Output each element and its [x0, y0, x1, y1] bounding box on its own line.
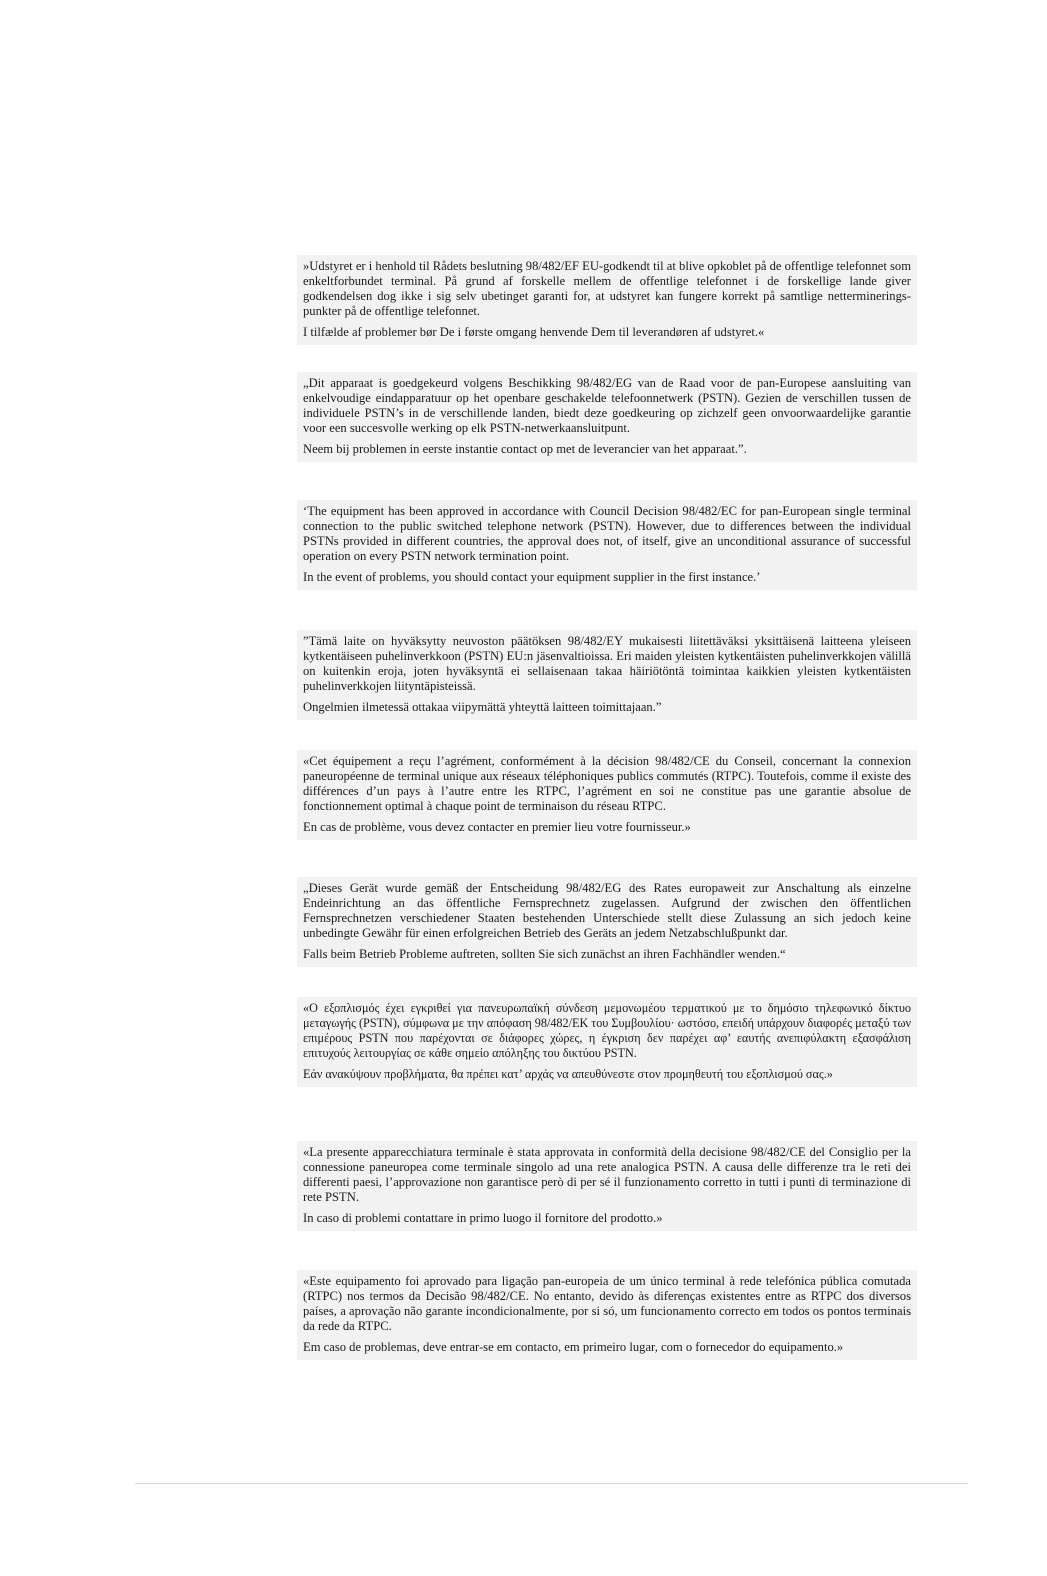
notice-contact: Εάν ανακύψουν προβλήματα, θα πρέπει κατ’ αρχάς να απευθύνεστε στον προμηθευτή του εξοπλισμού σας.» — [303, 1066, 833, 1081]
notice-english — [297, 500, 917, 590]
notice-finnish — [297, 630, 917, 720]
notice-italian — [297, 1141, 917, 1231]
notice-contact: Ongelmien ilmetessä ottakaa viipymättä yhteyttä laitteen toimittajaan.” — [303, 699, 662, 714]
notice-contact: En cas de problème, vous devez contacter en premier lieu votre fournisseur.» — [303, 819, 691, 834]
notice-statement: ”Tämä laite on hyväksytty neuvoston päätöksen 98/482/EY mukaisesti liitettäväksi yksittäisenä laitteena yleiseen kytkentäiseen puhelinverkkoon (PSTN) EU:n jäsenvaltioissa. Eri maiden yleisten kytkentäisten puhelinverkkojen välillä on kuitenkin eroja, joten hyväksyntä ei sellaisenaan takaa häiriötöntä toimintaa kaikkien yleisten kytkentäisten puhelinverkkojen liityntäpisteissä. — [303, 634, 911, 693]
notice-contact: I tilfælde af problemer bør De i første omgang henvende Dem til leverandøren af udstyret.« — [303, 324, 765, 339]
notice-statement: „Dieses Gerät wurde gemäß der Entscheidung 98/482/EG des Rates europaweit zur Anschaltung als einzelne Endeinrichtung an das öffentliche Fernsprechnetz zugelassen. Aufgrund der zwischen den öffentlichen Fernsprechnetzen verschiedener Staaten bestehenden Unterschiede stellt diese Zulassung an sich jedoch keine unbedingte Gewähr für einen erfolgreichen Betrieb des Geräts an jedem Netzabschlußpunkt dar. — [303, 881, 911, 940]
notice-contact: Falls beim Betrieb Probleme auftreten, sollten Sie sich zunächst an ihren Fachhändler wenden.“ — [303, 946, 786, 961]
notice-statement: »Udstyret er i henhold til Rådets beslutning 98/482/EF EU-godkendt til at blive opkoblet på de offentlige telefonnet som enkeltforbundet terminal. På grund af forskelle mellem de offentlige telefonnet i de forskellige lande giver godkendelsen dog ikke i sig selv ubetinget garanti for, at udstyret kan fungere korrekt på samtlige nettermineringspunkter på de offentlige telefonnet. — [303, 259, 912, 318]
notice-french — [297, 750, 917, 840]
notice-greek — [297, 997, 917, 1087]
footer-divider — [135, 1483, 968, 1484]
notice-contact: In the event of problems, you should contact your equipment supplier in the first instance.’ — [303, 569, 761, 584]
notice-statement: «Este equipamento foi aprovado para ligação pan-europeia de um único terminal à rede telefónica pública comutada (RTPC) nos termos da Decisão 98/482/CE. No entanto, devido às diferenças existentes entre as RTPC dos diversos países, a aprovação não garante incondicionalmente, por si só, um funcionamento correcto em todos os pontos terminais da rede da RTPC. — [303, 1274, 911, 1333]
notice-german — [297, 877, 917, 967]
notice-statement: «Cet équipement a reçu l’agrément, conformément à la décision 98/482/CE du Conseil, concernant la connexion paneuropéenne de terminal unique aux réseaux téléphoniques publics commutés (RTPC). Toutefois, comme il existe des différences d’un pays à l’autre entre les RTPC, l’agrément en soi ne constitue pas une garantie absolue de fonctionnement optimal à chaque point de terminaison du réseau RTPC. — [303, 754, 911, 813]
notice-statement: «Ο εξοπλισμός έχει εγκριθεί για πανευρωπαϊκή σύνδεση μεμονωμέου τερματικού με το δημόσιο τηλεφωνικό δίκτυο μεταγωγής (PSTN), σύμφωνα με την απόφαση 98/482/ΕΚ του Συμβουλίου· ωστόσο, επειδή υπάρχουν διαφορές μεταξύ των επιμέρους PSTN που παρέχονται σε διάφορες χώρες, η έγκριση δεν παρέχει αφ’ εαυτής ανεπιφύλακτη εξασφάλιση επιτυχούς λειτουργίας σε κάθε σημείο απόληξης του δικτύου PSTN. — [303, 1001, 911, 1060]
notice-contact: Em caso de problemas, deve entrar-se em contacto, em primeiro lugar, com o fornecedor do equipamento.» — [303, 1339, 844, 1354]
notice-contact: In caso di problemi contattare in primo luogo il fornitore del prodotto.» — [303, 1210, 663, 1225]
notice-contact: Neem bij problemen in eerste instantie contact op met de leverancier van het apparaat.”. — [303, 441, 747, 456]
notice-statement: ‘The equipment has been approved in accordance with Council Decision 98/482/EC for pan-European single terminal connection to the public switched telephone network (PSTN). However, due to differences between the individual PSTNs provided in different countries, the approval does not, of itself, give an unconditional assurance of successful operation on every PSTN network termination point. — [303, 504, 911, 563]
notice-dutch — [297, 372, 917, 462]
notice-danish — [297, 255, 917, 345]
notice-portuguese — [297, 1270, 917, 1360]
notice-statement: «La presente apparecchiatura terminale è stata approvata in conformità della decisione 98/482/CE del Consiglio per la connessione paneuropea come terminale singolo ad una rete analogica PSTN. A causa delle differenze tra le reti dei differenti paesi, l’approvazione non garantisce però di per sé il funzionamento corretto in tutti i punti di terminazione di rete PSTN. — [303, 1145, 911, 1204]
notice-statement: „Dit apparaat is goedgekeurd volgens Beschikking 98/482/EG van de Raad voor de pan-Europese aansluiting van enkelvoudige eindapparatuur op het openbare geschakelde telefoonnetwerk (PSTN). Gezien de verschillen tussen de individuele PSTN’s in de verschillende landen, biedt deze goedkeuring op zichzelf geen onvoorwaardelijke garantie voor een succesvolle werking op elk PSTN-netwerkaansluitpunt. — [303, 376, 911, 435]
